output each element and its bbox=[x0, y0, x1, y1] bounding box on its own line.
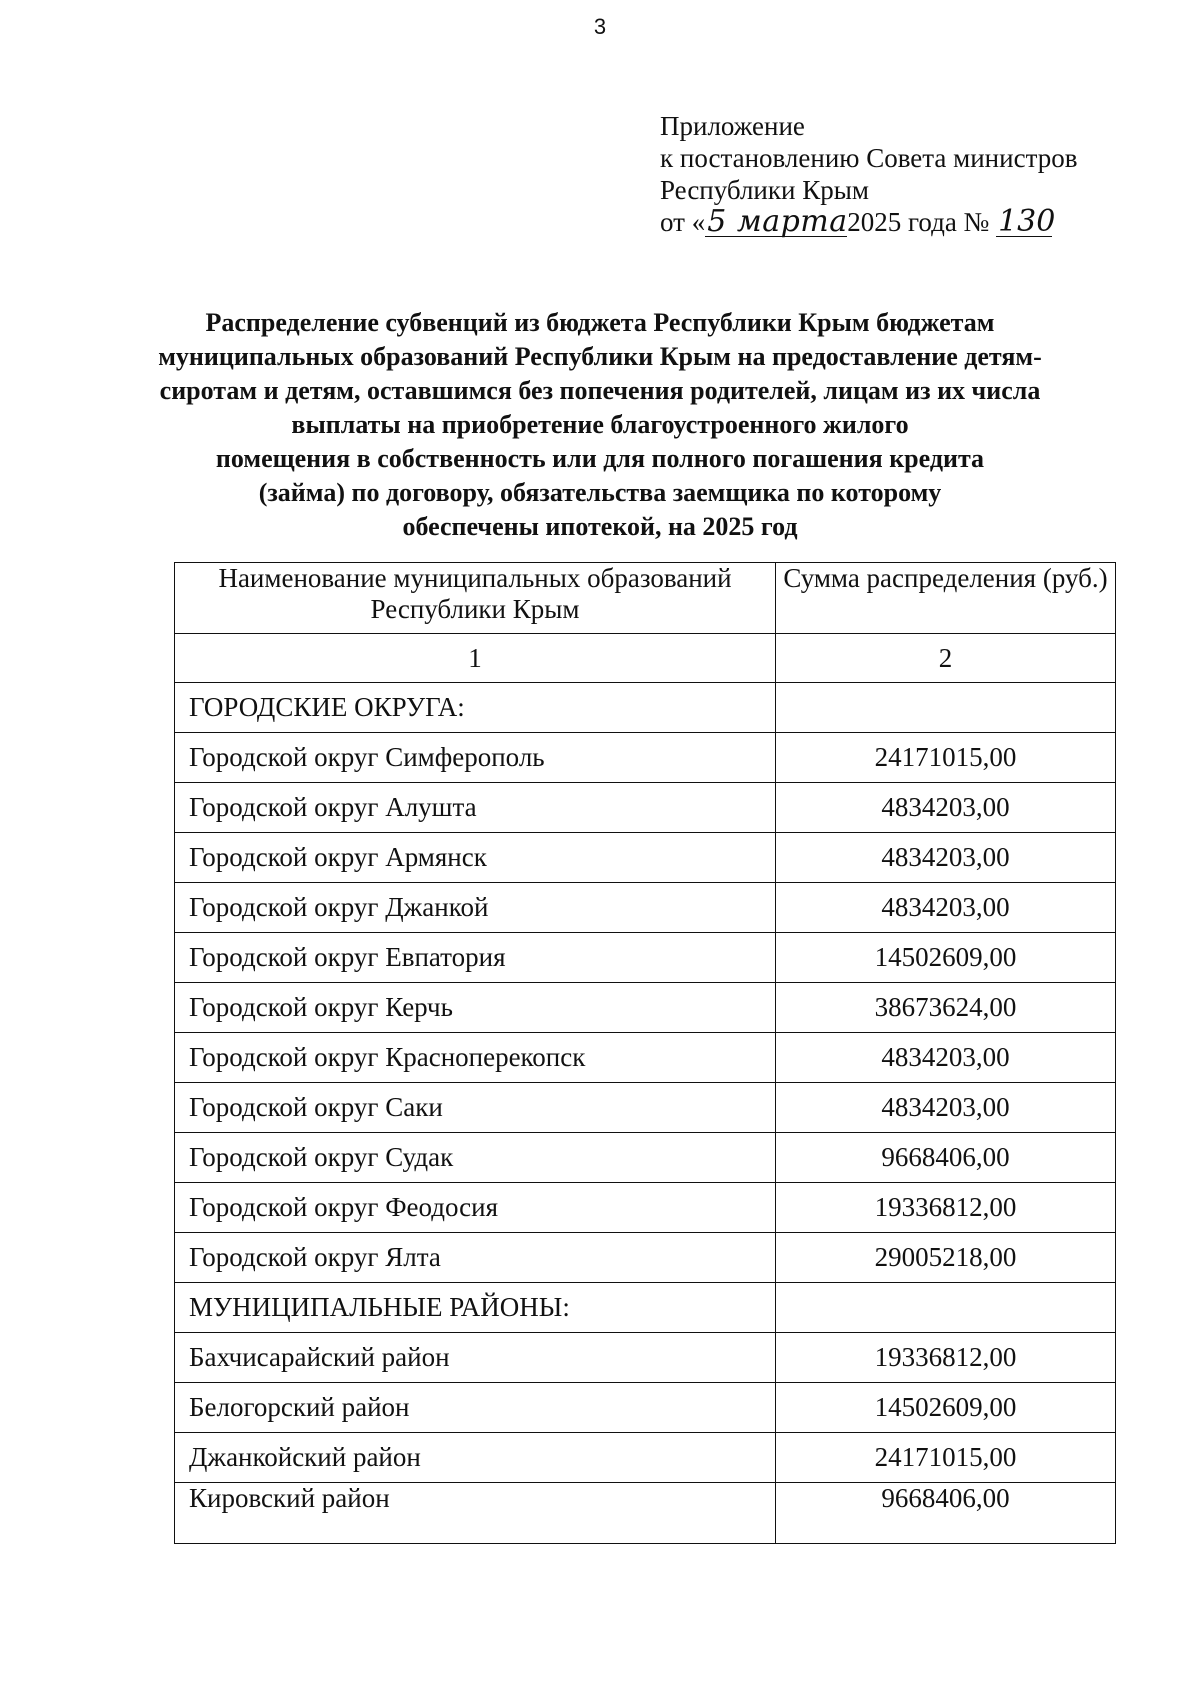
municipality-name: Городской округ Евпатория bbox=[175, 933, 776, 983]
municipality-name: Городской округ Армянск bbox=[175, 833, 776, 883]
header-row bbox=[175, 563, 1116, 634]
title-line: обеспечены ипотекой, на 2025 год bbox=[402, 512, 798, 541]
municipality-name: Джанкойский район bbox=[175, 1433, 776, 1483]
table-row bbox=[175, 1033, 1116, 1083]
distribution-amount: 24171015,00 bbox=[776, 733, 1116, 783]
table-row bbox=[175, 1233, 1116, 1283]
distribution-amount: 14502609,00 bbox=[776, 933, 1116, 983]
table-row bbox=[175, 883, 1116, 933]
municipality-name: Городской округ Алушта bbox=[175, 783, 776, 833]
table-row bbox=[175, 1483, 1116, 1544]
page-number: 3 bbox=[593, 14, 607, 39]
section-empty-cell bbox=[776, 1283, 1116, 1333]
distribution-amount: 4834203,00 bbox=[776, 883, 1116, 933]
column-number-row bbox=[175, 634, 1116, 683]
municipality-name: Городской округ Саки bbox=[175, 1083, 776, 1133]
section-row-districts bbox=[175, 1283, 1116, 1333]
distribution-amount: 14502609,00 bbox=[776, 1383, 1116, 1433]
distribution-amount: 4834203,00 bbox=[776, 1033, 1116, 1083]
table-row bbox=[175, 1333, 1116, 1383]
title-line: Распределение субвенций из бюджета Республики Крым бюджетам bbox=[205, 308, 995, 337]
column-number: 1 bbox=[175, 634, 776, 683]
distribution-amount: 29005218,00 bbox=[776, 1233, 1116, 1283]
municipality-name: Белогорский район bbox=[175, 1383, 776, 1433]
table-row bbox=[175, 1383, 1116, 1433]
table-row bbox=[175, 933, 1116, 983]
municipality-name: Городской округ Красноперекопск bbox=[175, 1033, 776, 1083]
distribution-amount: 4834203,00 bbox=[776, 833, 1116, 883]
municipality-name: Городской округ Феодосия bbox=[175, 1183, 776, 1233]
table-row bbox=[175, 1183, 1116, 1233]
appendix-reference: к постановлению Совета министров bbox=[660, 143, 1078, 173]
appendix-title: Приложение bbox=[660, 111, 805, 141]
appendix-date-line bbox=[660, 206, 1077, 238]
municipality-name: Бахчисарайский район bbox=[175, 1333, 776, 1383]
section-label: ГОРОДСКИЕ ОКРУГА: bbox=[175, 683, 776, 733]
distribution-amount: 4834203,00 bbox=[776, 783, 1116, 833]
table-row bbox=[175, 983, 1116, 1033]
distribution-table bbox=[174, 562, 1116, 1544]
title-line: (займа) по договору, обязательства заемщика по которому bbox=[258, 478, 942, 507]
municipality-name: Городской округ Ялта bbox=[175, 1233, 776, 1283]
distribution-amount: 38673624,00 bbox=[776, 983, 1116, 1033]
column-number: 2 bbox=[776, 634, 1116, 683]
title-line: сиротам и детям, оставшимся без попечения родителей, лицам из их числа bbox=[159, 376, 1041, 405]
appendix-block bbox=[660, 110, 1077, 238]
table-row bbox=[175, 733, 1116, 783]
table-row bbox=[175, 1133, 1116, 1183]
table-row bbox=[175, 783, 1116, 833]
document-title bbox=[150, 306, 1050, 544]
section-label: МУНИЦИПАЛЬНЫЕ РАЙОНЫ: bbox=[175, 1283, 776, 1333]
municipality-name: Городской округ Симферополь bbox=[175, 733, 776, 783]
handwritten-date: 5 марта bbox=[707, 204, 848, 239]
table-row bbox=[175, 1433, 1116, 1483]
appendix-republic: Республики Крым bbox=[660, 175, 869, 205]
title-line: помещения в собственность или для полного погашения кредита bbox=[215, 444, 985, 473]
municipality-name: Городской округ Судак bbox=[175, 1133, 776, 1183]
header-municipality: Наименование муниципальных образований Республики Крым bbox=[175, 563, 776, 634]
table-row bbox=[175, 833, 1116, 883]
section-empty-cell bbox=[776, 683, 1116, 733]
municipality-name: Кировский район bbox=[175, 1483, 776, 1544]
title-line: муниципальных образований Республики Крым на предоставление детям- bbox=[158, 342, 1042, 371]
distribution-amount: 9668406,00 bbox=[776, 1483, 1116, 1544]
municipality-name: Городской округ Джанкой bbox=[175, 883, 776, 933]
year-text: 2025 года № bbox=[847, 207, 990, 237]
distribution-amount: 19336812,00 bbox=[776, 1333, 1116, 1383]
table-row bbox=[175, 1083, 1116, 1133]
distribution-amount: 9668406,00 bbox=[776, 1133, 1116, 1183]
title-line: выплаты на приобретение благоустроенного жилого bbox=[291, 410, 909, 439]
distribution-amount: 19336812,00 bbox=[776, 1183, 1116, 1233]
section-row-urban bbox=[175, 683, 1116, 733]
date-prefix: от « bbox=[660, 207, 706, 237]
header-amount: Сумма распределения (руб.) bbox=[776, 563, 1116, 634]
municipality-name: Городской округ Керчь bbox=[175, 983, 776, 1033]
distribution-amount: 24171015,00 bbox=[776, 1433, 1116, 1483]
handwritten-decree-number: 130 bbox=[998, 204, 1056, 239]
distribution-table-body bbox=[175, 563, 1116, 1544]
distribution-amount: 4834203,00 bbox=[776, 1083, 1116, 1133]
